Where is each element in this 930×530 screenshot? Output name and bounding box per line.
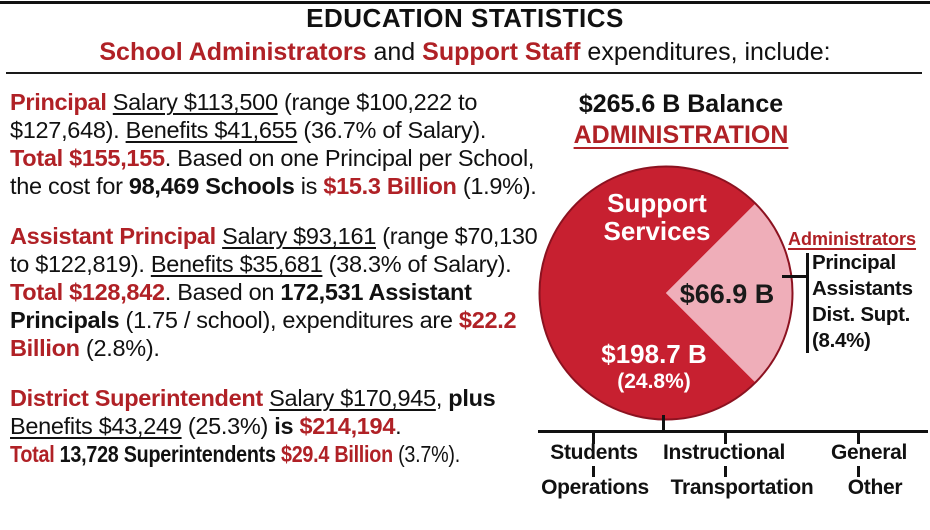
superintendent-total-line: Total 13,728 Superintendents $29.4 Billion (3.7%). [10, 441, 460, 467]
category-axis-line [538, 430, 928, 433]
administrators-value-label: $66.9 B [679, 279, 775, 309]
callout-line-percent: (8.4%) [812, 329, 871, 352]
support-services-value-label: $198.7 B [601, 339, 707, 369]
axis-label-instructional: Instructional [662, 441, 786, 464]
support-services-label-line2: Services [603, 216, 711, 246]
principal-paragraph: Principal Salary $113,500 (range $100,222 to $127,648). Benefits $41,655 (36.7% of Salary). Total $155,155. Based on one Principal per School, the cost for 98,469 Schools is $15.3 Billion (1.9%). [10, 89, 537, 199]
assistant-principal-title: Assistant Principal [10, 223, 223, 249]
subtitle [0, 38, 930, 67]
callout-title-administrators: Administrators [788, 229, 917, 249]
callout-line-assistants: Assistants [812, 277, 913, 300]
assistant-principal-paragraph: Assistant Principal Salary $93,161 (range $70,130 to $122,819). Benefits $35,681 (38.3% of Salary). Total $128,842. Based on 172,531 Assistant Principals (1.75 / school), expenditures are $22.2 Billion (2.8%). [10, 223, 538, 361]
subtitle-and: and [366, 38, 423, 66]
support-services-percent-label: (24.8%) [617, 370, 691, 393]
balance-title: $265.6 B Balance [578, 90, 784, 118]
subtitle-tail: expenditures, include: [580, 38, 831, 66]
administration-label: ADMINISTRATION [573, 121, 789, 149]
callout-line-dist-supt: Dist. Supt. [812, 303, 911, 326]
header-divider-rule [6, 72, 922, 74]
district-superintendent-paragraph: District Superintendent Salary $170,945, plus Benefits $43,249 (25.3%) is $214,194.Total 13,728 Superintendents $29.4 Billion (3.7%). [10, 385, 496, 467]
axis-label-general: General [830, 441, 908, 464]
page-title: EDUCATION STATISTICS [306, 3, 624, 33]
subtitle-school-administrators: School Administrators [99, 38, 367, 66]
axis-label-transportation: Transportation [670, 476, 814, 499]
callout-line-principal: Principal [812, 251, 896, 274]
callout-connector-line [782, 275, 808, 278]
expenditure-text-column [10, 88, 540, 490]
axis-label-operations: Operations [541, 476, 649, 499]
subtitle-support-staff: Support Staff [422, 38, 581, 66]
axis-label-other: Other [847, 476, 903, 499]
pie-axis-tick [662, 415, 665, 431]
axis-label-students: Students [550, 441, 638, 464]
administration-pie-chart [537, 164, 795, 422]
district-superintendent-title: District Superintendent [10, 385, 270, 411]
administrators-callout [812, 250, 930, 354]
callout-bracket-line [806, 253, 809, 353]
support-services-label-line1: Support [607, 188, 707, 218]
principal-title: Principal [10, 89, 113, 115]
